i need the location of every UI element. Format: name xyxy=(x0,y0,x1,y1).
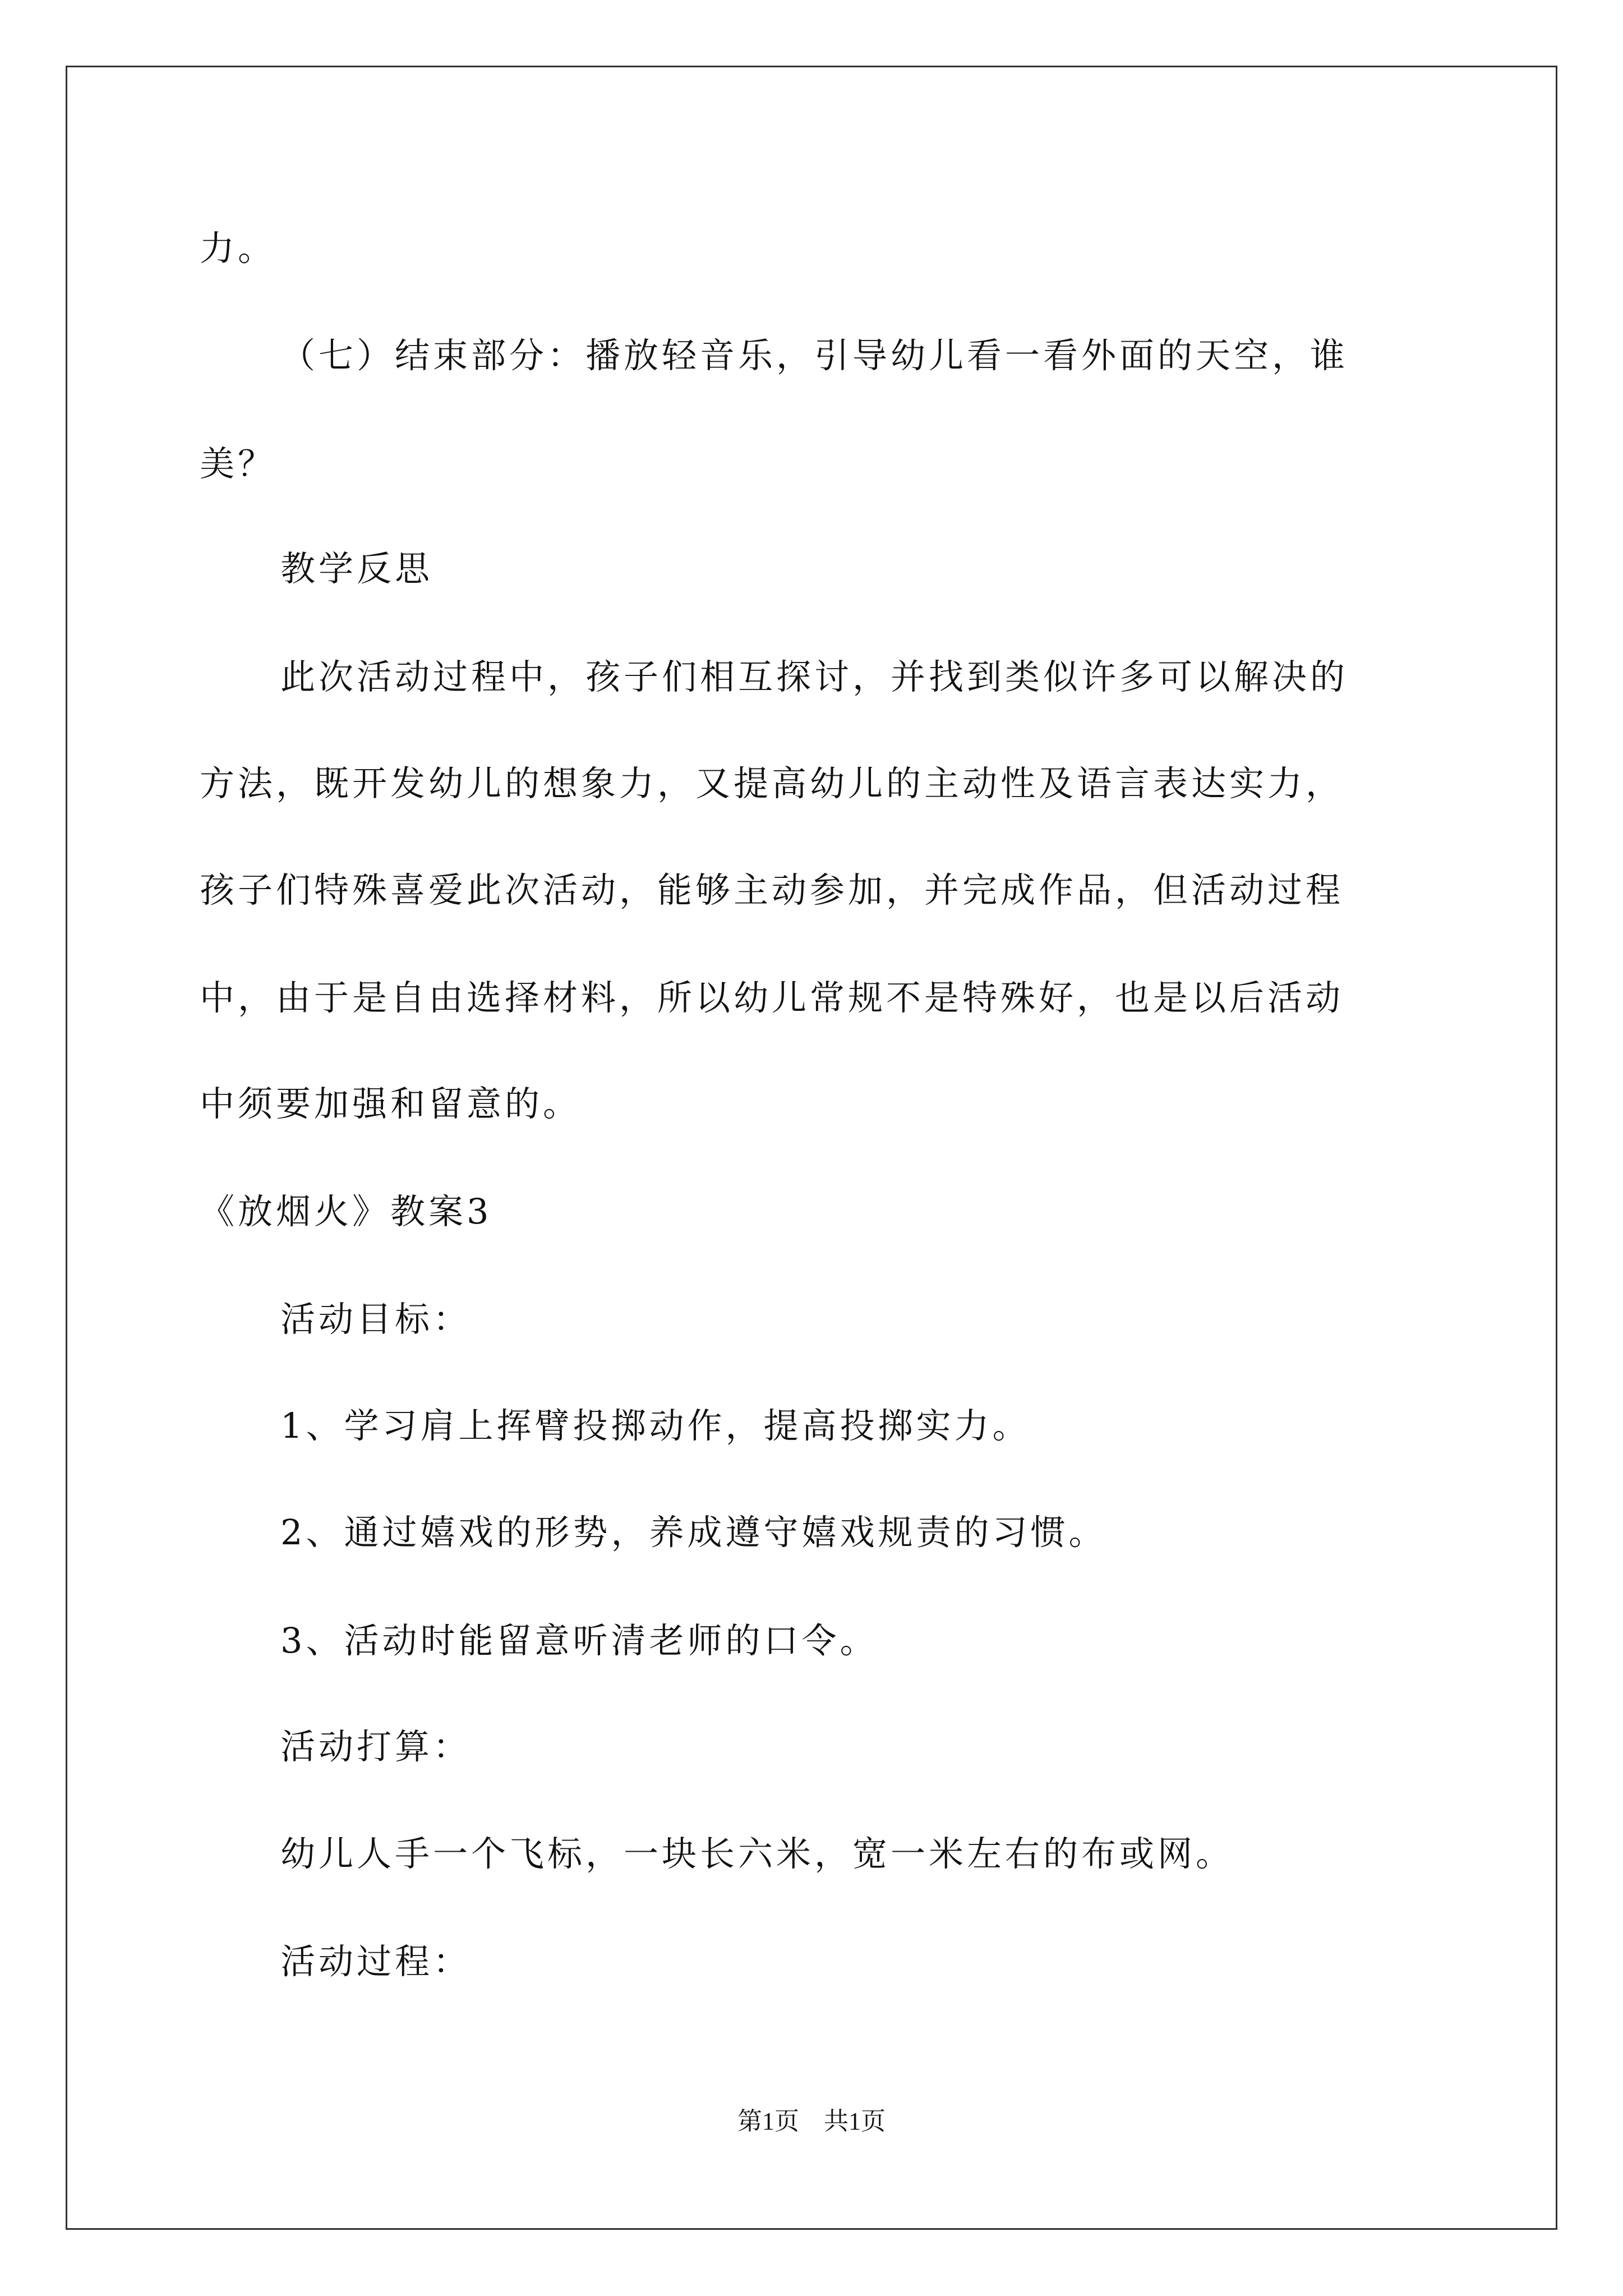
paragraph-line: 美？ xyxy=(200,443,276,484)
list-item: 2、通过嬉戏的形势，养成遵守嬉戏规责的习惯。 xyxy=(280,1512,1107,1553)
paragraph-line: 方法，既开发幼儿的想象力，又提高幼儿的主动性及语言表达实力， xyxy=(200,763,1344,804)
paragraph-line: （七）结束部分：播放轻音乐，引导幼儿看一看外面的天空，谁 xyxy=(280,335,1349,376)
paragraph-line: 此次活动过程中，孩子们相互探讨，并找到类似许多可以解决的 xyxy=(280,656,1349,697)
paragraph-line: 孩子们特殊喜爱此次活动，能够主动参加，并完成作品，但活动过程 xyxy=(200,869,1344,910)
section-heading: 教学反思 xyxy=(280,548,434,589)
section-heading: 活动目标： xyxy=(280,1299,472,1340)
page-footer: 第1页 共1页 xyxy=(737,2108,886,2135)
section-heading: 活动打算： xyxy=(280,1726,472,1767)
paragraph-line: 中须要加强和留意的。 xyxy=(200,1083,582,1124)
section-heading: 活动过程： xyxy=(280,1941,472,1982)
list-item: 3、活动时能留意听清老师的口令。 xyxy=(280,1620,878,1661)
paragraph-line: 中，由于是自由选择材料，所以幼儿常规不是特殊好，也是以后活动 xyxy=(200,977,1344,1018)
paragraph-line: 幼儿人手一个飞标，一块长六米，宽一米左右的布或网。 xyxy=(280,1833,1234,1874)
paragraph-line: 力。 xyxy=(200,228,276,269)
document-title: 《放烟火》教案3 xyxy=(200,1191,492,1232)
list-item: 1、学习肩上挥臂投掷动作，提高投掷实力。 xyxy=(280,1405,1031,1446)
page-border xyxy=(66,66,1557,2230)
